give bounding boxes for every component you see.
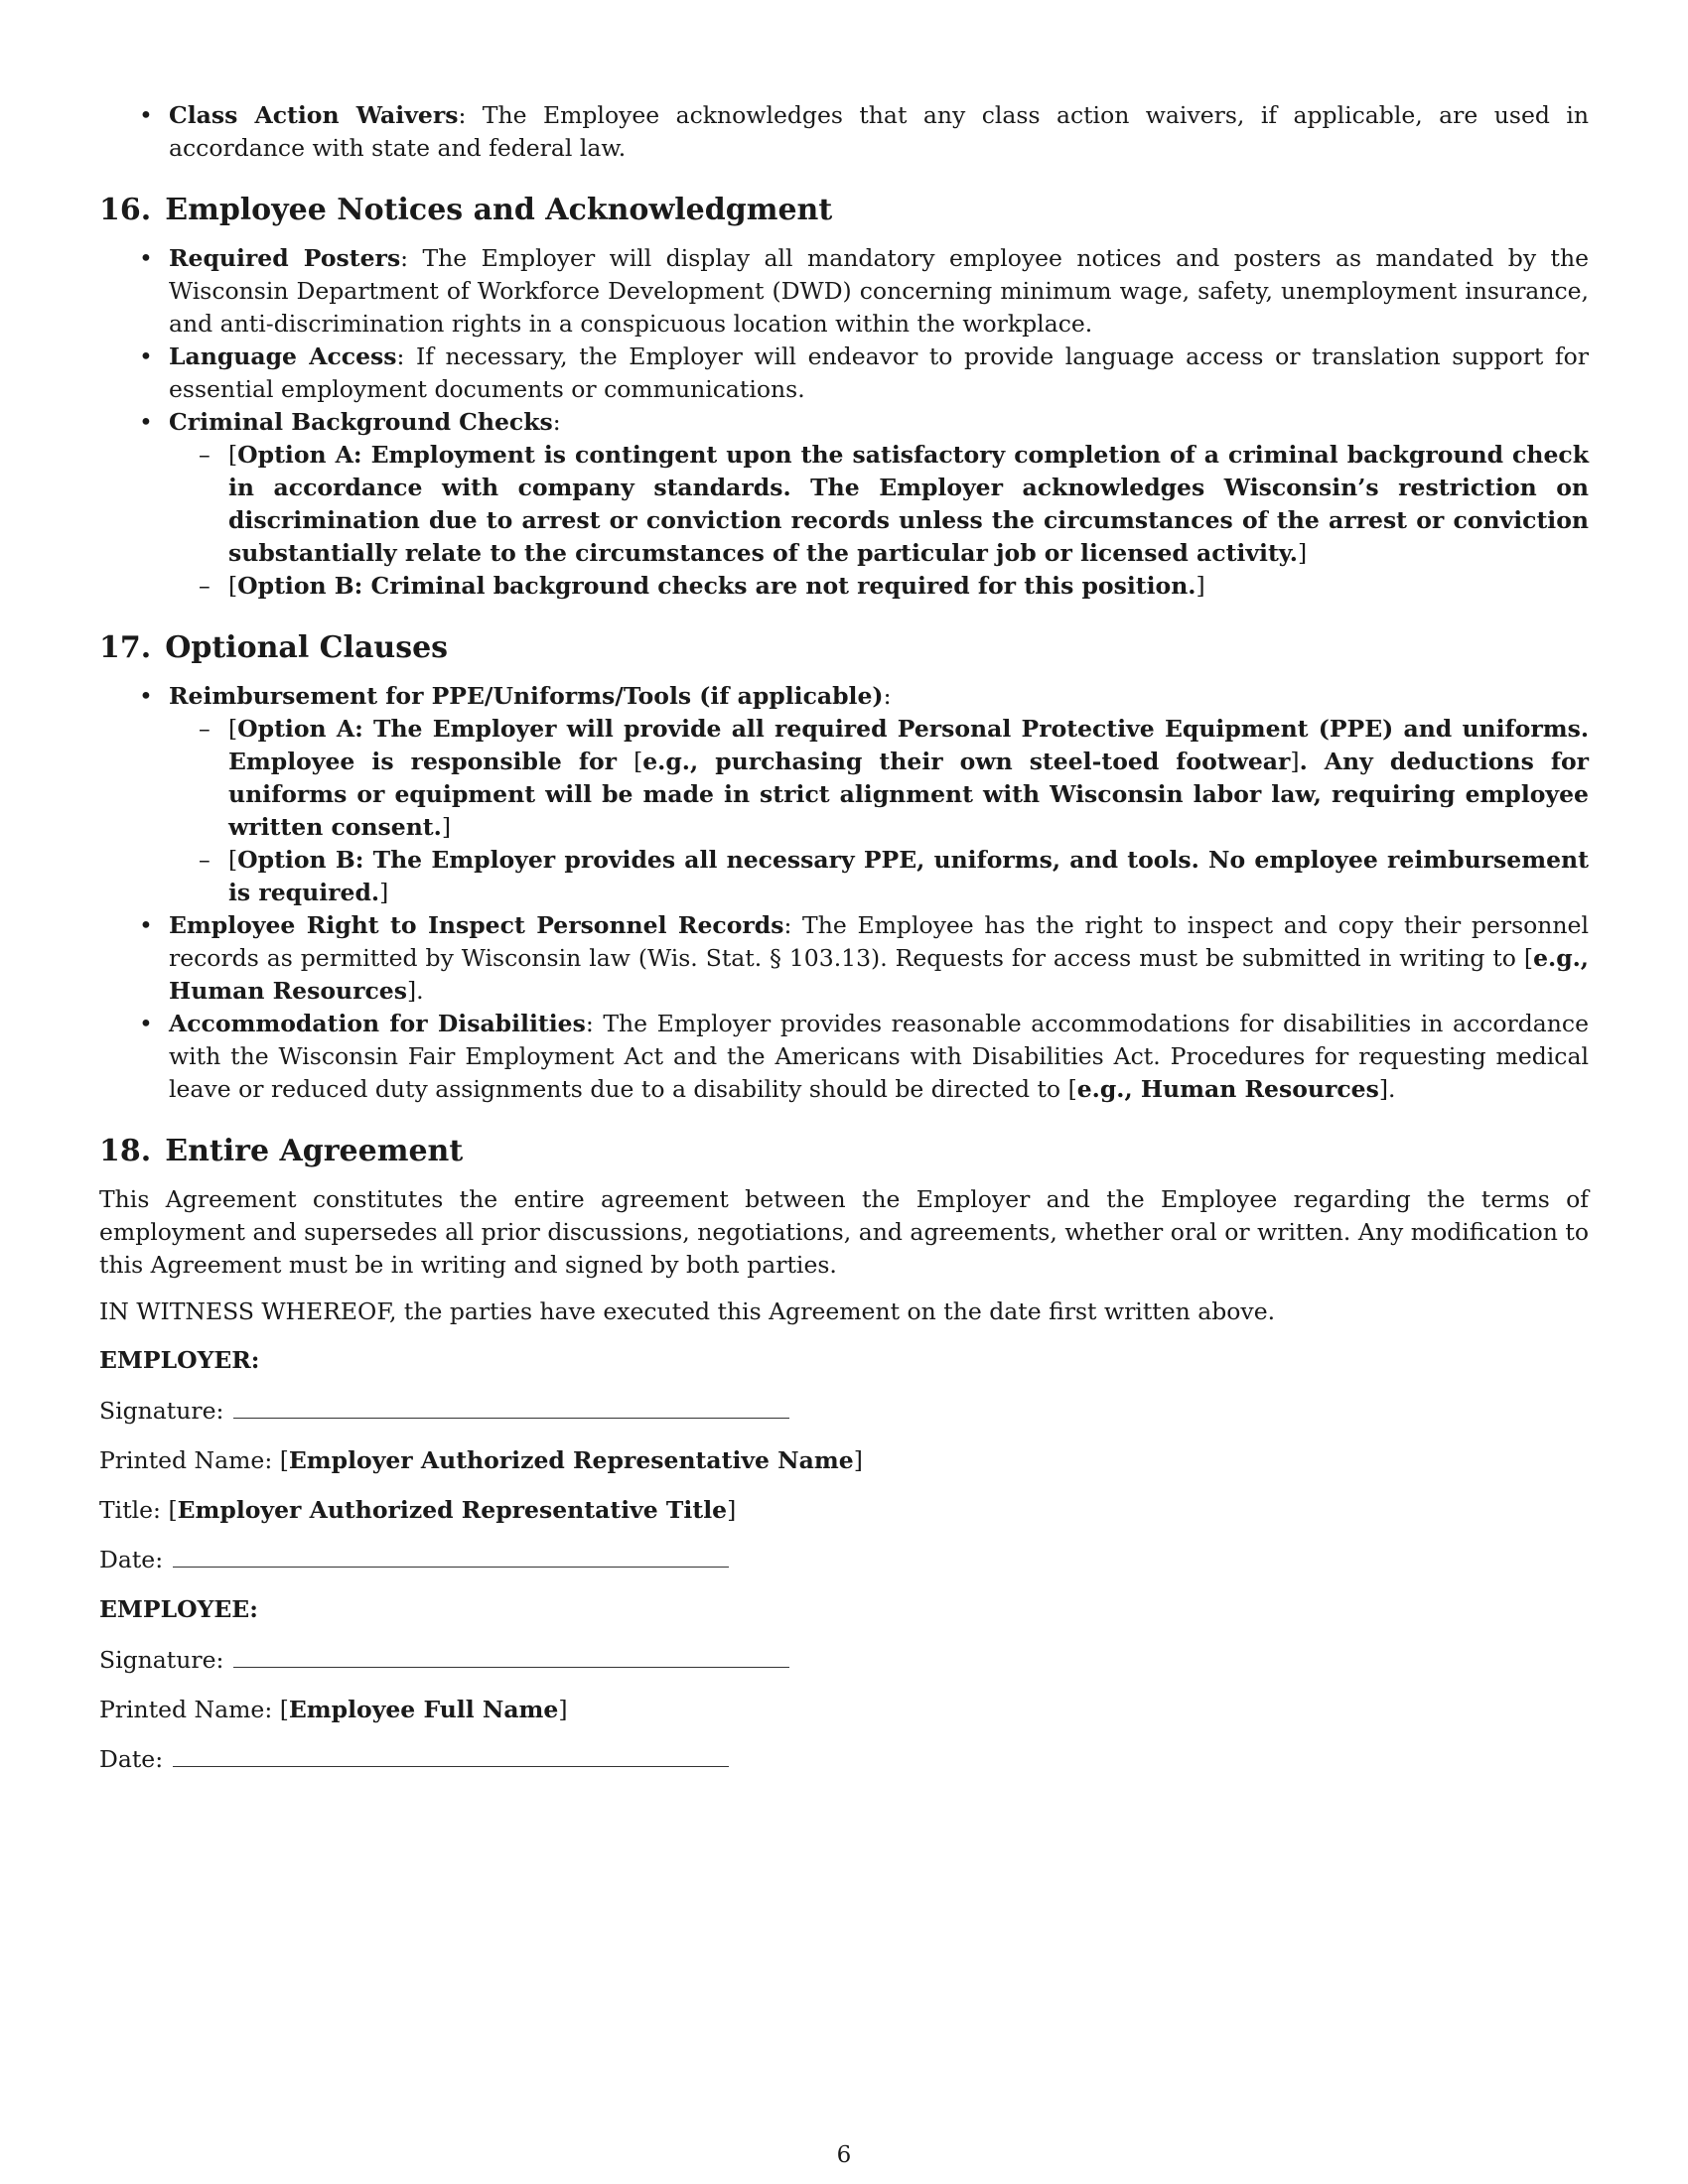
section-16-list [99, 242, 1589, 603]
criminal-checks-option-a: – [Option A: Employment is contingent upon the satisfactory completion of a criminal background check in accordance with company standards. The Employer acknowledges Wisconsin’s restriction on discrimination due to arrest or conviction records unless the circumstances of the arrest or conviction substantially relate to the circumstances of the particular job or licensed activity.] [169, 439, 1589, 570]
employer-signature-line[interactable] [233, 1396, 789, 1419]
employer-date-label: Date: [99, 1546, 164, 1573]
list-item-reimbursement [99, 680, 1589, 909]
employee-printed-name-row: Printed Name: [Employee Full Name] [99, 1696, 568, 1723]
employer-printed-name-row: Printed Name: [Employer Authorized Representative Name] [99, 1446, 863, 1474]
section-18-title: Entire Agreement [165, 1134, 464, 1168]
employee-date-line[interactable] [173, 1744, 729, 1767]
employee-printed-name-value: Employee Full Name [288, 1696, 559, 1723]
term-class-action-waivers: Class Action Waivers [169, 101, 459, 129]
section-17-title: Optional Clauses [165, 630, 449, 665]
class-action-list [99, 99, 1589, 165]
employer-title-value: Employer Authorized Representative Title [177, 1496, 728, 1524]
end-disabilities: . [1388, 1075, 1396, 1103]
entire-agreement-paragraph: This Agreement constitutes the entire agreement between the Employer and the Employee regarding the terms of employment and supersedes all prior discussions, negotiations, and agreements, whether oral or written. Any modification to this Agreement must be in writing and signed by both parties. [99, 1185, 1589, 1279]
section-16-heading [99, 191, 1589, 230]
section-18-heading [99, 1132, 1589, 1171]
colon-reimbursement: : [883, 682, 892, 710]
document-page [99, 99, 1589, 2124]
employer-date-row [99, 1544, 1589, 1576]
employee-signature-line[interactable] [233, 1645, 789, 1668]
section-16-title: Employee Notices and Acknowledgment [165, 193, 833, 227]
reimbursement-option-a-part2: . Any deductions for uniforms or equipment will be made in strict alignment with Wisconsin labor law, requiring employee written consent. [228, 748, 1590, 841]
section-16-number: 16. [99, 193, 152, 227]
employer-signature-label: Signature: [99, 1397, 224, 1425]
employee-signature-label: Signature: [99, 1646, 224, 1674]
employer-signature-row [99, 1395, 1589, 1428]
section-17-list [99, 680, 1589, 1106]
reimbursement-option-b: – [Option B: The Employer provides all necessary PPE, uniforms, and tools. No employee reimbursement is required.] [169, 844, 1589, 909]
term-language-access: Language Access [169, 342, 397, 370]
employer-heading: EMPLOYER: [99, 1346, 260, 1374]
term-reimbursement: Reimbursement for PPE/Uniforms/Tools (if applicable) [169, 682, 884, 710]
employer-title-row: Title: [Employer Authorized Representative Title] [99, 1496, 737, 1524]
criminal-checks-option-b: – [Option B: Criminal background checks are not required for this position.] [169, 570, 1589, 603]
criminal-checks-option-b-text: Option B: Criminal background checks are not required for this position. [237, 572, 1196, 600]
criminal-checks-options [169, 439, 1589, 603]
colon-criminal-background-checks: : [552, 408, 561, 436]
employer-printed-name-label: Printed Name: [99, 1446, 273, 1474]
term-personnel-records: Employee Right to Inspect Personnel Records [169, 911, 784, 939]
employee-date-label: Date: [99, 1745, 164, 1773]
witness-paragraph: IN WITNESS WHEREOF, the parties have executed this Agreement on the date first written above. [99, 1297, 1276, 1325]
placeholder-disabilities: e.g., Human Resources [1076, 1075, 1379, 1103]
text-required-posters: : The Employer will display all mandatory employee notices and posters as mandated by the Wisconsin Department of Workforce Development (DWD) concerning minimum wage, safety, unemployment insurance, and anti-discrimination rights in a conspicuous location within the workplace. [169, 244, 1589, 338]
section-17-number: 17. [99, 630, 152, 665]
employee-date-row [99, 1743, 1589, 1776]
placeholder-personnel-records: e.g., Human Resources [169, 944, 1589, 1005]
criminal-checks-option-a-text: Option A: Employment is contingent upon the satisfactory completion of a criminal background check in accordance with company standards. The Employer acknowledges Wisconsin’s restriction on discrimination due to arrest or conviction records unless the circumstances of the arrest or conviction substantially relate to the circumstances of the particular job or licensed activity. [228, 441, 1589, 567]
page-number: 6 [836, 2142, 852, 2168]
text-class-action-waivers: : The Employee acknowledges that any class action waivers, if applicable, are used in accordance with state and federal law. [169, 101, 1589, 162]
employee-heading: EMPLOYEE: [99, 1595, 258, 1623]
list-item-required-posters [99, 242, 1589, 341]
list-item-personnel-records: • Employee Right to Inspect Personnel Records: The Employee has the right to inspect and copy their personnel records as permitted by Wisconsin law (Wis. Stat. § 103.13). Requests for access must be submitted in writing to [e.g., Human Resources]. [99, 909, 1589, 1008]
employer-date-line[interactable] [173, 1545, 729, 1568]
list-item-criminal-background-checks [99, 406, 1589, 603]
end-personnel-records: . [416, 977, 424, 1005]
employee-signature-row [99, 1644, 1589, 1677]
term-criminal-background-checks: Criminal Background Checks [169, 408, 553, 436]
list-item-disabilities: • Accommodation for Disabilities: The Employer provides reasonable accommodations for disabilities in accordance with the Wisconsin Fair Employment Act and the Americans with Disabilities Act. Procedures for requesting medical leave or reduced duty assignments due to a disability should be directed to [e.g., Human Resources]. [99, 1008, 1589, 1106]
reimbursement-options [169, 713, 1589, 909]
employer-printed-name-value: Employer Authorized Representative Name [288, 1446, 854, 1474]
list-item-language-access [99, 341, 1589, 406]
text-disabilities: : The Employer provides reasonable accommodations for disabilities in accordance with the Wisconsin Fair Employment Act and the Americans with Disabilities Act. Procedures for requesting medical leave or reduced duty assignments due to a disability should be directed to [169, 1010, 1589, 1103]
text-language-access: : If necessary, the Employer will endeavor to provide language access or translation support for essential employment documents or communications. [169, 342, 1589, 403]
employer-title-label: Title: [99, 1496, 161, 1524]
reimbursement-option-b-text: Option B: The Employer provides all necessary PPE, uniforms, and tools. No employee reimbursement is required. [228, 846, 1589, 906]
section-18-number: 18. [99, 1134, 152, 1168]
text-personnel-records: : The Employee has the right to inspect and copy their personnel records as permitted by Wisconsin law (Wis. Stat. § 103.13). Requests for access must be submitted in writing to [169, 911, 1589, 972]
term-required-posters: Required Posters [169, 244, 401, 272]
reimbursement-option-a: – [Option A: The Employer will provide all required Personal Protective Equipment (PPE) and uniforms. Employee is responsible for [e.g., purchasing their own steel-toed footwear]. Any deductions for uniforms or equipment will be made in strict alignment with Wisconsin labor law, requiring employee written consent.] [169, 713, 1589, 844]
reimbursement-option-a-placeholder: e.g., purchasing their own steel-toed footwear [642, 748, 1291, 775]
term-disabilities: Accommodation for Disabilities [169, 1010, 586, 1037]
reimbursement-option-a-part1: Option A: The Employer will provide all required Personal Protective Equipment (PPE) and uniforms. Employee is responsible for [228, 715, 1589, 775]
section-17-heading [99, 628, 1589, 668]
employee-printed-name-label: Printed Name: [99, 1696, 273, 1723]
list-item-class-action-waivers [99, 99, 1589, 165]
